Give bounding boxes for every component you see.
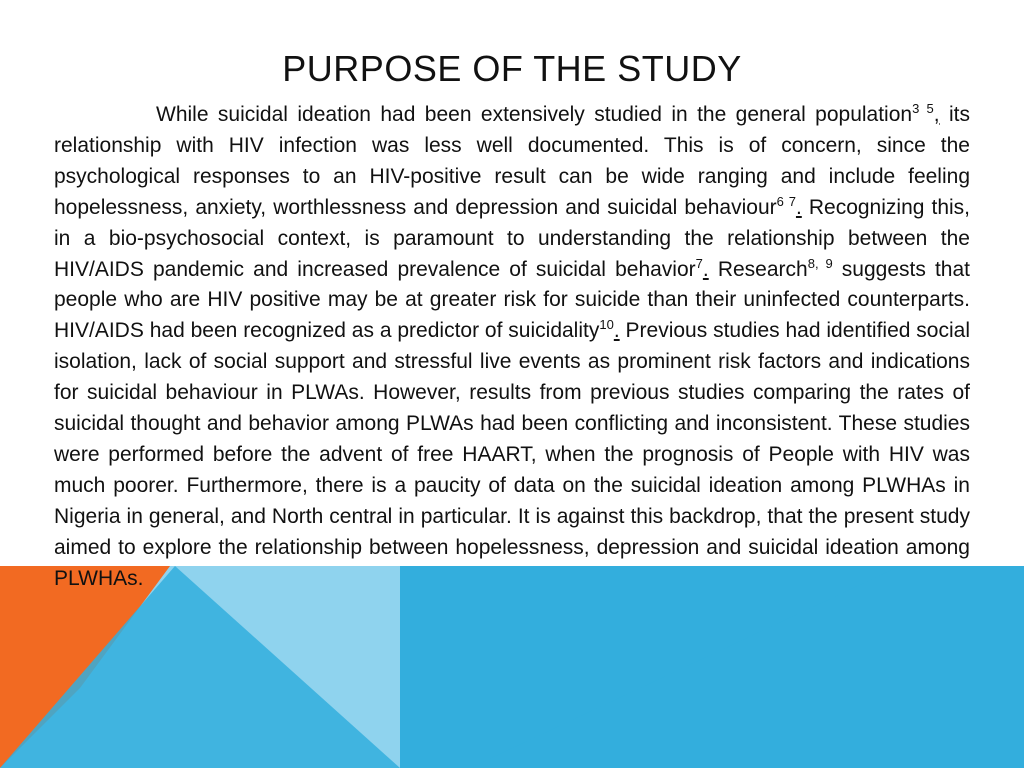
text-segment: suggests that people who are HIV positive may be at greater risk for suicide than their uninfected counterparts. HIV/AIDS had been recognized as a predictor of suicidality [54,257,970,343]
citation-superscript: 3 5 [912,101,934,116]
citation-superscript: 6 7 [776,193,796,209]
citation-superscript: 10 [599,317,614,333]
slide-title: PURPOSE OF THE STUDY [282,48,742,89]
text-segment: its relationship with HIV infection was less well documented. This is of concern, since the psychological responses to an HIV-positive result can be wide ranging and include feeling hopelessness, anxiety, worthlessness and depression and suicidal behaviour [54,103,970,219]
reference-link[interactable]: , [933,103,940,126]
text-segment: Research [708,257,808,281]
citation-superscript: 7 [695,255,703,271]
body-paragraph [54,100,970,595]
reference-link[interactable]: . [613,319,620,343]
reference-link[interactable]: . [702,257,709,281]
citation-superscript: 8, 9 [807,255,833,271]
text-segment: While suicidal ideation had been extensively studied in the general population [156,103,913,126]
text-segment: Previous studies had identified social isolation, lack of social support and stressful live events as prominent risk factors and indications for suicidal behaviour in PLWAs. However, results from previous studies comparing the rates of suicidal thought and behavior among PLWAs had been conflicting and inconsistent. These studies were performed before the advent of free HAART, when the prognosis of People with HIV was much poorer. Furthermore, there is a paucity of data on the suicidal ideation among PLWHAs in Nigeria in general, and North central in particular. It is against this backdrop, that the present study aimed to explore the relationship between hopelessness, depression and suicidal ideation among PLWHAs. [54,319,970,590]
reference-link[interactable]: . [795,195,802,219]
text-segment: Recognizing this, in a bio-psychosocial context, is paramount to understanding the relationship between the HIV/AIDS pandemic and increased prevalence of suicidal behavior [54,195,971,281]
